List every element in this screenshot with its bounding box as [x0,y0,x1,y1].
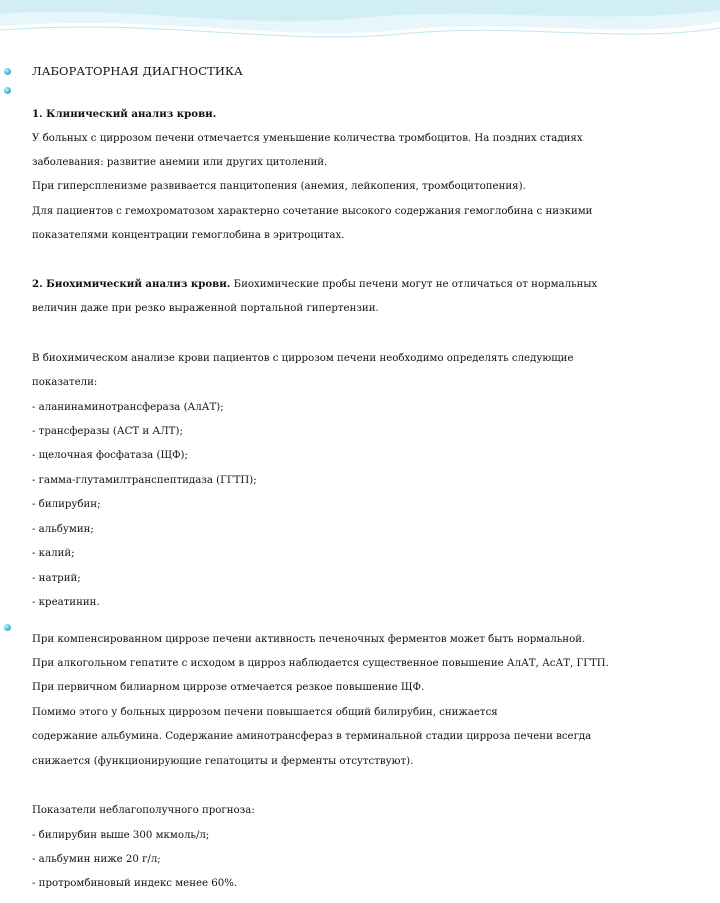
section2-line: величин даже при резко выраженной портальной гипертензии. [32,303,379,315]
prognosis-line: - протромбиновый индекс менее 60%. [32,878,238,890]
prognosis-block [32,793,716,903]
enzymes-block [32,621,716,780]
section2-title: 2. Биохимический анализ крови. [32,277,231,290]
section2 [32,266,716,328]
header-wave-decoration [0,0,720,62]
indicator-item: - альбумин; [32,523,94,535]
bullet-analyses [4,84,716,621]
enzymes-line: содержание альбумина. Содержание аминотрансфераз в терминальной стадии цирроза печени всегда [32,731,592,743]
section1-title: 1. Клинический анализ крови. [32,108,217,121]
bullet-icon [4,68,11,75]
section1-line: заболевания: развитие анемии или других цитолений. [32,157,328,169]
slide-content [4,64,716,903]
enzymes-line: Помимо этого у больных циррозом печени повышается общий билирубин, снижается [32,706,498,718]
enzymes-line: При первичном билиарном циррозе отмечается резкое повышение ЩФ. [32,682,425,694]
indicator-item: - аланинаминотрансфераза (АлАТ); [32,401,224,413]
prognosis-line: Показатели неблагополучного прогноза: [32,805,255,817]
bullet-icon [4,87,11,94]
enzymes-line: снижается (функционирующие гепатоциты и ферменты отсутствуют). [32,755,414,767]
indicator-item: - натрий; [32,572,81,584]
indicator-item: - трансферазы (АСТ и АЛТ); [32,426,183,438]
prognosis-line: - билирубин выше 300 мкмоль/л; [32,829,210,841]
slide-heading: ЛАБОРАТОРНАЯ ДИАГНОСТИКА [32,64,243,78]
section2-text: Биохимические пробы печени могут не отличаться от нормальных [230,278,598,290]
indicators-block [32,341,716,622]
section1-line: У больных с циррозом печени отмечается уменьшение количества тромбоцитов. На поздних стадиях [32,132,583,144]
section1-line: Для пациентов с гемохроматозом характерно сочетание высокого содержания гемоглобина с низкими [32,205,593,217]
indicators-intro: показатели: [32,377,98,389]
enzymes-line: При алкогольном гепатите с исходом в цирроз наблюдается существенное повышение АлАТ, АсАТ, ГГТП. [32,657,609,669]
indicators-intro: В биохимическом анализе крови пациентов с циррозом печени необходимо определять следующие [32,352,574,364]
bullet-icon [4,624,11,631]
section1 [32,96,716,255]
prognosis-line: - альбумин ниже 20 г/л; [32,853,161,865]
bullet-heading [4,64,716,78]
indicator-item: - калий; [32,548,75,560]
section1-line: показателями концентрации гемоглобина в эритроцитах. [32,230,345,242]
indicator-item: - билирубин; [32,499,101,511]
indicator-item: - щелочная фосфатаза (ЩФ); [32,450,188,462]
indicator-item: - гамма-глутамилтранспептидаза (ГГТП); [32,474,257,486]
indicator-item: - креатинин. [32,596,100,608]
bullet-cirrhosis-enzymes [4,621,716,902]
enzymes-line: При компенсированном циррозе печени активность печеночных ферментов может быть нормальной. [32,633,586,645]
section1-line: При гиперспленизме развивается панцитопения (анемия, лейкопения, тромбоцитопения). [32,181,526,193]
